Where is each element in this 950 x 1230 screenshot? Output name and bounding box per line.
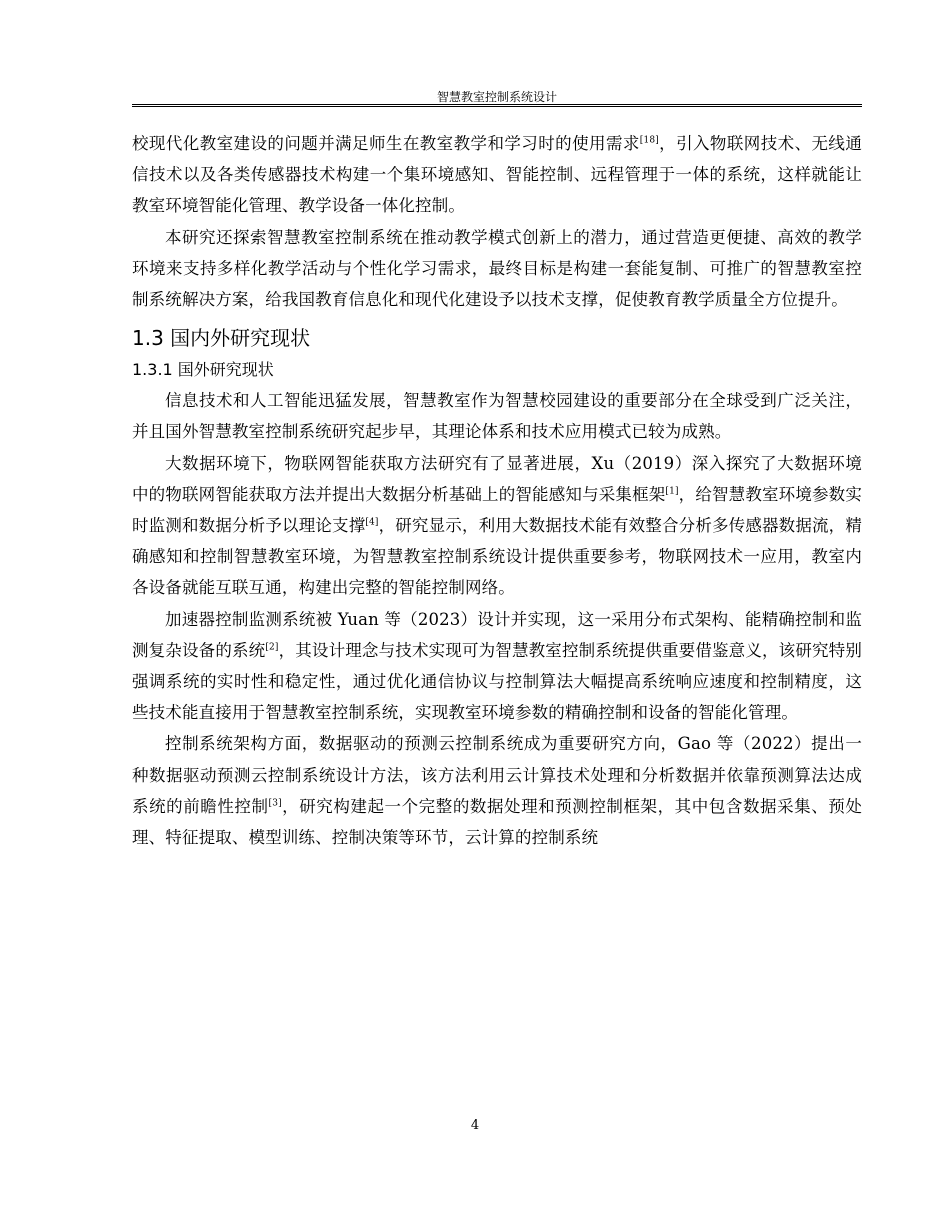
paragraph-5-text-b: ，其设计理念与技术实现可为智慧教室控制系统提供重要借鉴意义，该研究特别强调系统的实时性和稳定性，通过优化通信协议与控制算法大幅提高系统响应速度和控制精度，这些技术能直接用于智慧教室控制系统，实现教室环境参数的精确控制和设备的智能化管理。: [132, 640, 862, 723]
paragraph-3: 信息技术和人工智能迅猛发展，智慧教室作为智慧校园建设的重要部分在全球受到广泛关注，并且国外智慧教室控制系统研究起步早，其理论体系和技术应用模式已较为成熟。: [132, 391, 862, 442]
subsection-heading-1-3-1: 1.3.1 国外研究现状: [132, 360, 274, 380]
citation-2: [2]: [265, 642, 279, 653]
paragraph-1-text-a: 校现代化教室建设的问题并满足师生在教室教学和学习时的使用需求: [132, 134, 640, 153]
paragraph-1-text-b: ，引入物联网技术、无线通信技术以及各类传感器技术构建一个集环境感知、智能控制、远程管理于一体的系统，这样就能让教室环境智能化管理、教学设备一体化控制。: [132, 134, 862, 216]
header-rule: [132, 104, 862, 107]
section-heading-1-3: 1.3 国内外研究现状: [132, 326, 311, 351]
citation-3: [3]: [268, 798, 282, 809]
paragraph-4-text-a: 大数据环境下，物联网智能获取方法研究有了显著进展，Xu（2019）深入探究了大数据环境中的物联网智能获取方法并提出大数据分析基础上的智能感知与采集框架: [132, 453, 862, 504]
page-body: [132, 128, 862, 853]
paragraph-2: 本研究还探索智慧教室控制系统在推动教学模式创新上的潜力，通过营造更便捷、高效的教学环境来支持多样化教学活动与个性化学习需求，最终目标是构建一套能复制、可推广的智慧教室控制系统解决方案，给我国教育信息化和现代化建设予以技术支撑，促使教育教学质量全方位提升。: [132, 227, 862, 310]
citation-18: [18]: [639, 135, 659, 146]
paragraph-6-text-a: 控制系统架构方面，数据驱动的预测云控制系统成为重要研究方向，Gao 等（2022）提出一种数据驱动预测云控制系统设计方法，该方法利用云计算技术处理和分析数据并依靠预测算法达成系统的前瞻性控制: [132, 734, 862, 816]
citation-4: [4]: [365, 517, 379, 528]
citation-1: [1]: [665, 486, 679, 497]
paragraph-5: [132, 604, 862, 729]
running-header: 智慧教室控制系统设计: [436, 90, 557, 104]
paragraph-4-text-c: ，研究显示，利用大数据技术能有效整合分析多传感器数据流，精确感知和控制智慧教室环境，为智慧教室控制系统设计提供重要参考，物联网技术一应用，教室内各设备就能互联互通，构建出完整的智能控制网络。: [132, 516, 862, 598]
page-number: 4: [470, 1118, 480, 1133]
paragraph-6-text-b: ，研究构建起一个完整的数据处理和预测控制框架，其中包含数据采集、预处理、特征提取、模型训练、控制决策等环节，云计算的控制系统: [132, 796, 862, 848]
paragraph-5-text-a: 加速器控制监测系统被 Yuan 等（2023）设计并实现，这一采用分布式架构、能精确控制和监测复杂设备的系统: [132, 609, 862, 660]
paragraph-4-text-b: ，给智慧教室环境参数实时监测和数据分析予以理论支撑: [132, 484, 862, 536]
paragraph-4: [132, 448, 862, 604]
paragraph-6: [132, 728, 862, 853]
paragraph-1: [132, 128, 862, 222]
